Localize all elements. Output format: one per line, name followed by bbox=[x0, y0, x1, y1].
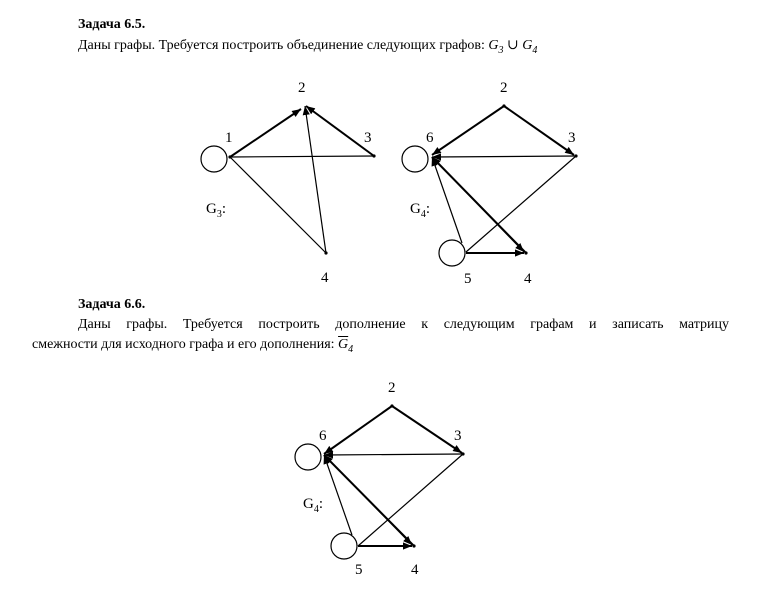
g4-bottom-edge-2-3 bbox=[392, 406, 462, 453]
g3-vertex-3: 3 bbox=[364, 130, 372, 146]
task-6-6-title: Задача 6.6. bbox=[78, 297, 146, 312]
g3-vertex-4: 4 bbox=[321, 270, 329, 286]
task-6-5-text: Даны графы. Требуется построить объединение следующих графов: bbox=[78, 38, 485, 53]
g4-top-vertex-3: 3 bbox=[568, 130, 576, 146]
g4-bottom-vertex-5: 5 bbox=[355, 562, 363, 578]
g4-top-edge-3-6 bbox=[432, 156, 576, 157]
task-6-5-formula: $G_3$ ∪ $G_4$ bbox=[488, 38, 538, 56]
g4-bottom-edge-3-6 bbox=[324, 454, 463, 455]
g4-top-vertex-2: 2 bbox=[500, 80, 508, 96]
g4-bottom-edge-2-6 bbox=[324, 406, 392, 454]
g3-edge-1-4 bbox=[230, 157, 326, 253]
g4-top-vertex-5: 5 bbox=[464, 271, 472, 287]
g4-top-edge-6-4 bbox=[432, 157, 524, 252]
g4-top-label: $G_4$: bbox=[410, 201, 431, 220]
task-6-6-formula: $\overline{G}_4$ bbox=[338, 337, 354, 355]
g3-edge-4-2 bbox=[305, 106, 326, 253]
g4-bottom-label: $G_4$: bbox=[303, 496, 324, 515]
graph-g4-top bbox=[402, 104, 578, 266]
g3-loop-1 bbox=[201, 146, 227, 172]
g3-vertex-1: 1 bbox=[225, 130, 233, 146]
g4-top-edge-2-6 bbox=[432, 106, 504, 155]
g4-bottom-vertex-3: 3 bbox=[454, 428, 462, 444]
g4-bottom-edge-3-5 bbox=[358, 454, 463, 546]
g4-bottom-vertex-6: 6 bbox=[319, 428, 327, 444]
g4-bottom-vertex-2: 2 bbox=[388, 380, 396, 396]
g4-top-edge-2-3 bbox=[504, 106, 574, 155]
g3-edge-1-2 bbox=[230, 109, 301, 157]
g4-bottom-edge-6-4 bbox=[324, 455, 412, 545]
g3-vertex-2: 2 bbox=[298, 80, 306, 96]
graph-g3 bbox=[201, 106, 376, 255]
g4-bottom-edge-5-6 bbox=[324, 455, 352, 535]
task-6-6-line1: Даны графы. Требуется построить дополнение к следующим графам и записать матрицу bbox=[78, 317, 729, 332]
g4-top-vertex-4: 4 bbox=[524, 271, 532, 287]
g3-edge-1-3 bbox=[230, 156, 374, 157]
task-6-6-line2: смежности для исходного графа и его дополнения: $\overline{G}_4$ bbox=[32, 337, 354, 355]
g4-top-edge-3-5 bbox=[466, 156, 576, 252]
g4-bottom-loop-6 bbox=[295, 444, 321, 470]
g4-top-edge-5-6 bbox=[432, 157, 462, 243]
g4-bottom-vertex-4: 4 bbox=[411, 562, 419, 578]
g3-label: $G_3$: bbox=[206, 201, 227, 220]
g4-top-loop-5 bbox=[439, 240, 465, 266]
g4-bottom-loop-5 bbox=[331, 533, 357, 559]
g4-top-loop-6 bbox=[402, 146, 428, 172]
task-6-5-title: Задача 6.5. bbox=[78, 17, 146, 32]
g4-top-vertex-6: 6 bbox=[426, 130, 434, 146]
